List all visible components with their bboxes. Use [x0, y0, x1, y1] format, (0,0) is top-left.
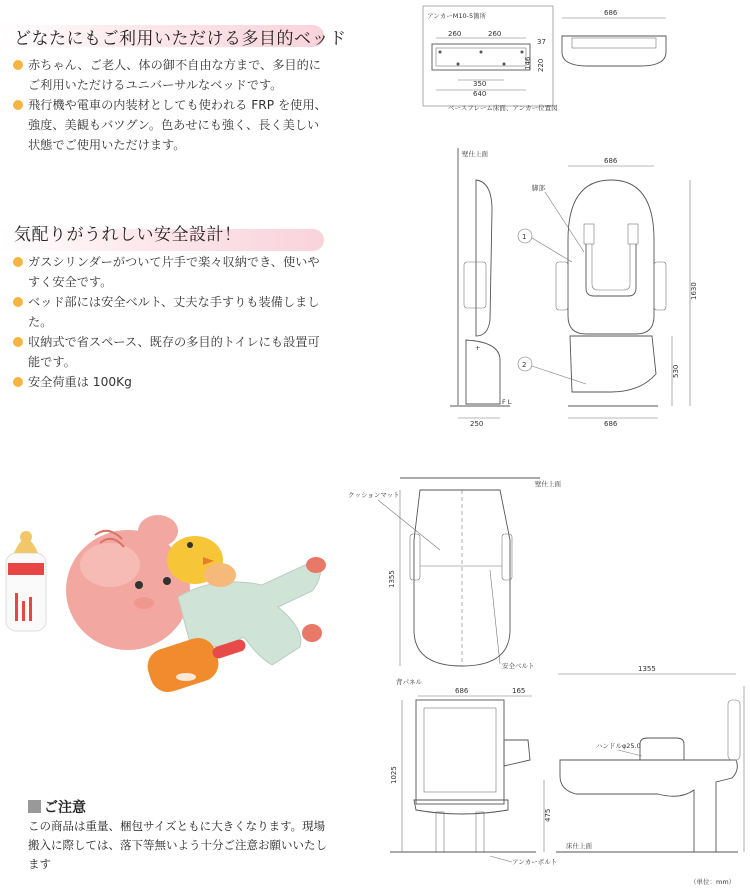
- dimension-686-lower: 686: [455, 687, 469, 695]
- dimension-165: 165: [512, 687, 526, 695]
- callout-1: 1: [522, 233, 527, 241]
- anchor-bolt-label: アンカーボルト: [512, 858, 558, 866]
- leg-label: 脚部: [532, 184, 545, 192]
- wall-finish-label-1: 壁仕上面: [462, 150, 488, 158]
- baby-doll-illustration: [0, 505, 340, 705]
- dimension-350: 350: [473, 80, 487, 88]
- dimension-260b: 260: [488, 30, 502, 38]
- handle-label: ハンドルφ25.0: [596, 742, 641, 750]
- section-title-multipurpose-bed: どなたにもご利用いただける多目的ベッド: [14, 29, 347, 49]
- anchor-label: アンカーM10-5箇所: [427, 12, 487, 20]
- rattle-toy-icon: [143, 633, 247, 696]
- wall-finish-label-2: 壁仕上面: [535, 480, 561, 488]
- list-item: 収納式で省スペース、既存の多目的トイレにも設置可能です。: [12, 332, 328, 372]
- list-item: ベッド部には安全ベルト、丈夫な手すりも装備しました。: [12, 292, 328, 332]
- dimension-146: 146: [524, 56, 532, 70]
- floor-level-label: F L: [502, 398, 512, 406]
- feature-list-1: [12, 55, 328, 155]
- unit-note: （単位：mm）: [690, 878, 736, 886]
- feature-list-2: [12, 252, 328, 392]
- dimension-530: 530: [672, 364, 680, 378]
- front-elevation-drawing: [518, 157, 698, 428]
- dimension-37: 37: [537, 38, 546, 46]
- back-panel-label: 背パネル: [396, 678, 422, 686]
- dimension-686-bottom: 686: [604, 420, 618, 428]
- dimension-640: 640: [473, 90, 487, 98]
- side-bed-drawing: [556, 665, 744, 886]
- anchor-plan-caption: ベースフレーム床面、アンカー位置図: [448, 104, 558, 112]
- dimension-260a: 260: [448, 30, 462, 38]
- dimension-1355-horizontal: 1355: [638, 665, 656, 673]
- top-view-drawing: [562, 9, 666, 66]
- notice-text: この商品は重量、梱包サイズともに大きくなります。現場搬入に際しては、落下等無いよう十分ご注意お願いいたします: [28, 819, 327, 871]
- dimension-475: 475: [544, 808, 552, 822]
- section-title-safety-design: 気配りがうれしい安全設計！: [14, 225, 242, 245]
- notice-heading: ご注意: [28, 797, 86, 817]
- list-item: 赤ちゃん、ご老人、体の御不自由な方まで、多目的にご利用いただけるユニバーサルなベッドです。: [12, 55, 328, 95]
- dimension-220: 220: [537, 58, 545, 72]
- bed-plan-drawing: [348, 478, 562, 670]
- anchor-plan-drawing: [423, 6, 558, 112]
- list-item: ガスシリンダーがついて片手で楽々収納でき、使いやすく安全です。: [12, 252, 328, 292]
- folded-elevation-drawing: [390, 677, 593, 866]
- square-icon: [28, 800, 41, 813]
- dimension-250: 250: [470, 420, 484, 428]
- technical-drawings: [340, 0, 750, 892]
- list-item: 飛行機や電車の内装材としても使われる FRP を使用、強度、美観もバツグン。色あせにも強く、長く美しい状態でご使用いただけます。: [12, 95, 328, 155]
- callout-2: 2: [522, 361, 527, 369]
- dimension-1630: 1630: [690, 282, 698, 300]
- safety-belt-label: 安全ベルト: [502, 662, 535, 670]
- floor-finish-label: 床仕上面: [566, 842, 592, 850]
- dimension-1025: 1025: [390, 766, 398, 784]
- side-elevation-drawing: [450, 148, 512, 428]
- list-item: 安全荷重は 100Kg: [12, 372, 328, 392]
- dimension-686-mid: 686: [604, 157, 618, 165]
- cushion-mat-label: クッションマット: [348, 491, 400, 499]
- svg-text:+: +: [475, 344, 481, 352]
- baby-bottle-icon: [6, 531, 46, 631]
- dimension-1355-vertical: 1355: [388, 570, 396, 588]
- dimension-686-top: 686: [604, 9, 618, 17]
